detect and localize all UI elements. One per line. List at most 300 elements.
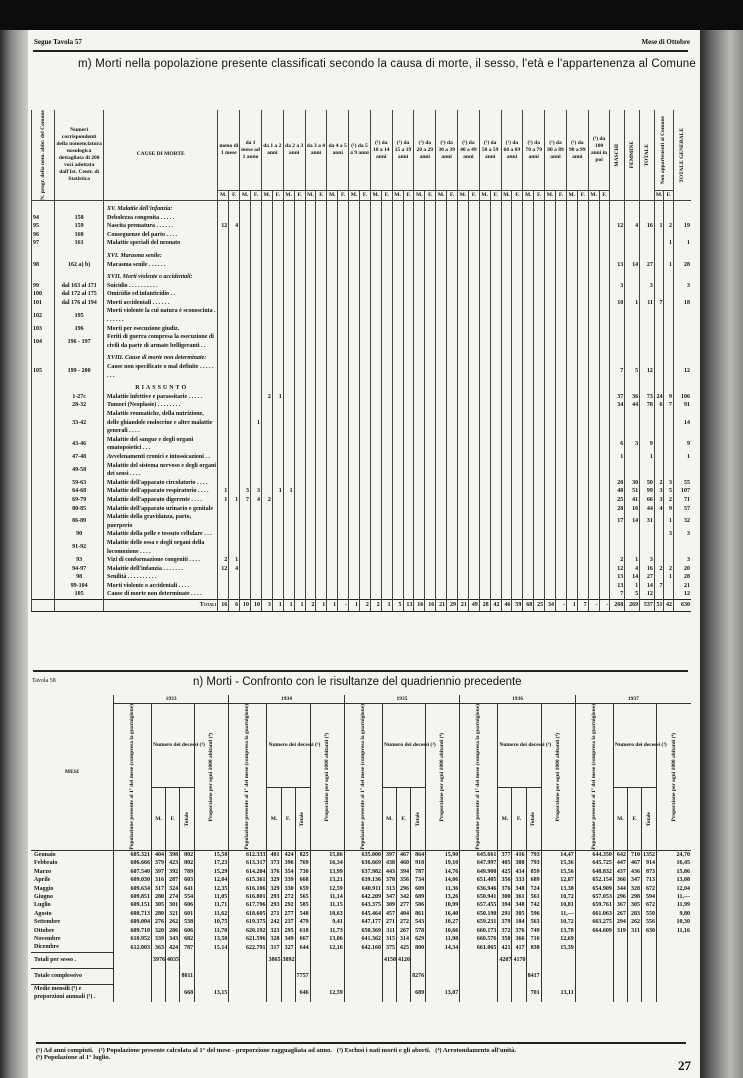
- age-cell: [479, 333, 490, 350]
- age-cell: [523, 453, 534, 462]
- row-number: [32, 496, 55, 505]
- age-cell: [457, 505, 468, 514]
- age-cell: [218, 248, 229, 261]
- age-cell: [588, 556, 599, 565]
- value-cell: 10,72: [541, 893, 575, 901]
- age-cell: [229, 582, 240, 591]
- footnote: (³) Esclusi i nati morti e gli aborti.: [336, 1047, 431, 1054]
- age-cell: [261, 350, 272, 363]
- value-cell: 328: [267, 935, 281, 943]
- age-cell: [218, 269, 229, 282]
- age-cell: [316, 513, 327, 530]
- m-header: M.: [267, 788, 281, 851]
- age-cell: 1: [229, 556, 240, 565]
- value-cell: 438: [382, 859, 396, 867]
- value-f: [625, 239, 640, 248]
- value-cell: 620.192: [229, 927, 267, 935]
- age-cell: [251, 380, 262, 393]
- age-cell: [599, 479, 610, 488]
- col-code-header: Numeri corrispondenti della nomenclatura nosologica dettagliata di 200 voci adottata dall'Ist. Centr. di Statistica: [55, 110, 104, 200]
- age-cell: [381, 200, 392, 213]
- age-cell: [425, 239, 436, 248]
- value-nm: 1: [654, 222, 664, 231]
- age-cell: [414, 299, 425, 308]
- age-cell: [251, 393, 262, 402]
- age-cell: [588, 333, 599, 350]
- age-cell: [218, 200, 229, 213]
- value-nf: 2: [664, 496, 674, 505]
- value-cell: 672: [641, 901, 656, 909]
- value-tg: 1: [673, 453, 691, 462]
- value-cell: [610, 248, 625, 261]
- age-cell: [283, 539, 294, 556]
- age-cell: [588, 214, 599, 223]
- age-cell: [545, 363, 556, 380]
- age-cell: [566, 350, 577, 363]
- age-cell: [555, 333, 566, 350]
- age-cell: [457, 282, 468, 291]
- age-cell: [479, 436, 490, 453]
- age-cell: [512, 363, 523, 380]
- age-cell: [425, 436, 436, 453]
- age-cell: [577, 231, 588, 240]
- value-cell: 734: [411, 876, 426, 884]
- row-number: [32, 410, 55, 436]
- section-row: [32, 200, 692, 213]
- age-cell: [599, 539, 610, 556]
- age-cell: [512, 231, 523, 240]
- age-cell: [272, 350, 283, 363]
- age-cell: [240, 200, 251, 213]
- empty-cell: [657, 952, 691, 968]
- age-cell: [490, 325, 501, 334]
- cause-label: Vizi di conformazione congeniti . . . .: [104, 556, 218, 565]
- row-number: [32, 582, 55, 591]
- age-cell: [283, 282, 294, 291]
- age-cell: [381, 487, 392, 496]
- value-cell: 11,05: [195, 893, 229, 901]
- value-cell: 11,36: [426, 885, 460, 893]
- age-cell: [229, 248, 240, 261]
- age-cell: [577, 479, 588, 488]
- age-cell: [240, 333, 251, 350]
- proportion-label: Proporzione per ogni 1000 abitanti (⁴): [439, 733, 446, 822]
- age-group-header: (¹) da 50 a 59 anni: [479, 110, 501, 191]
- value-cell: 859: [526, 868, 541, 876]
- age-cell: [305, 222, 316, 231]
- age-cell: [457, 239, 468, 248]
- value-cell: 660.576: [460, 935, 498, 943]
- age-cell: [381, 513, 392, 530]
- age-cell: 4: [229, 222, 240, 231]
- age-cell: [534, 248, 545, 261]
- totale-label: TOTALE: [643, 143, 650, 167]
- age-cell: [305, 307, 316, 324]
- empty-cell: [344, 968, 382, 984]
- age-cell: [272, 582, 283, 591]
- value-cell: 15,56: [541, 868, 575, 876]
- proportion-header: [310, 704, 344, 851]
- age-group-header: (¹) da 10 a 14 anni: [370, 110, 392, 191]
- age-cell: 1: [251, 410, 262, 436]
- age-cell: [392, 505, 403, 514]
- age-cell: [251, 539, 262, 556]
- value-cell: 321: [166, 910, 180, 918]
- age-cell: [316, 350, 327, 363]
- totale-label: Totale: [645, 811, 652, 827]
- cause-label: Nascita prematura . . . . . .: [104, 222, 218, 231]
- age-cell: [392, 410, 403, 436]
- value-tg: 20: [673, 565, 691, 574]
- value-cell: 333: [512, 876, 526, 884]
- age-cell: [316, 231, 327, 240]
- value-cell: 601: [180, 910, 195, 918]
- age-cell: [327, 556, 338, 565]
- age-cell: [338, 350, 349, 363]
- age-cell: [479, 222, 490, 231]
- value-nf: [664, 436, 674, 453]
- age-cell: [305, 393, 316, 402]
- age-cell: [359, 479, 370, 488]
- f-header: F.: [281, 788, 295, 851]
- age-cell: [272, 401, 283, 410]
- value-cell: 11,15: [310, 901, 344, 909]
- age-cell: [566, 410, 577, 436]
- age-cell: [479, 410, 490, 436]
- age-cell: [283, 453, 294, 462]
- value-cell: 309: [382, 901, 396, 909]
- age-cell: [392, 513, 403, 530]
- empty-cell: [281, 984, 295, 1001]
- sex-m-header: M.: [261, 191, 272, 201]
- age-cell: [414, 513, 425, 530]
- value-cell: 825: [295, 850, 310, 859]
- value-cell: 659: [295, 885, 310, 893]
- age-cell: [468, 239, 479, 248]
- age-cell: [534, 401, 545, 410]
- value-cell: 262: [627, 918, 641, 926]
- value-cell: 650.190: [460, 910, 498, 918]
- age-cell: [272, 239, 283, 248]
- value-nf: [664, 307, 674, 324]
- age-cell: [468, 261, 479, 270]
- age-cell: [305, 496, 316, 505]
- age-cell: [251, 582, 262, 591]
- age-cell: [349, 333, 360, 350]
- age-cell: [512, 333, 523, 350]
- numero-header: Numero dei decessi (³): [267, 704, 310, 788]
- age-cell: [403, 505, 414, 514]
- femmine-label: FEMMINE: [628, 141, 635, 169]
- age-cell: [294, 590, 305, 599]
- value-cell: 618: [295, 927, 310, 935]
- age-cell: [479, 479, 490, 488]
- value-cell: 645.725: [575, 859, 613, 867]
- empty-cell: [512, 984, 526, 1001]
- age-cell: [512, 487, 523, 496]
- age-cell: [457, 393, 468, 402]
- empty-cell: [166, 984, 180, 1001]
- age-cell: [316, 453, 327, 462]
- age-cell: [229, 282, 240, 291]
- age-cell: [523, 380, 534, 393]
- age-cell: [414, 333, 425, 350]
- value-cell: 354: [281, 868, 295, 876]
- age-cell: [436, 410, 447, 436]
- value-cell: 617.796: [229, 901, 267, 909]
- value-cell: 642: [613, 850, 627, 859]
- age-cell: [338, 436, 349, 453]
- age-cell: [588, 582, 599, 591]
- age-cell: [490, 363, 501, 380]
- value-tg: [673, 290, 691, 299]
- nomenclature-code: 159: [55, 222, 104, 231]
- value-cell: 1352: [643, 851, 656, 858]
- age-cell: [349, 307, 360, 324]
- age-cell: [370, 299, 381, 308]
- value-nm: [654, 325, 664, 334]
- value-nm: [654, 436, 664, 453]
- age-cell: 1: [294, 600, 305, 612]
- month-row: [31, 910, 691, 918]
- age-cell: [349, 410, 360, 436]
- age-cell: [577, 505, 588, 514]
- value-m: [610, 325, 625, 334]
- value-cell: 416: [512, 850, 526, 859]
- age-cell: [545, 479, 556, 488]
- age-cell: [457, 248, 468, 261]
- table-row: [32, 261, 692, 270]
- age-cell: [588, 496, 599, 505]
- age-cell: 10: [240, 600, 251, 612]
- age-cell: [457, 410, 468, 436]
- age-cell: [479, 573, 490, 582]
- age-cell: [599, 573, 610, 582]
- cause-label: Senilità . . . . . . . . . .: [104, 573, 218, 582]
- age-cell: [305, 248, 316, 261]
- age-group-header: da 1 a 2 anni: [261, 110, 283, 191]
- value-t: [640, 462, 655, 479]
- age-cell: [490, 410, 501, 436]
- age-cell: [447, 200, 458, 213]
- age-cell: [327, 582, 338, 591]
- table-row: [32, 401, 692, 410]
- age-cell: [305, 539, 316, 556]
- age-cell: [349, 539, 360, 556]
- age-cell: [545, 214, 556, 223]
- value-tg: 18: [673, 299, 691, 308]
- age-cell: [327, 282, 338, 291]
- age-cell: [479, 539, 490, 556]
- value-cell: 644: [295, 943, 310, 952]
- value-cell: [613, 935, 627, 943]
- value-cell: 405: [498, 859, 512, 867]
- value-cell: 861: [411, 910, 426, 918]
- age-cell: [501, 222, 512, 231]
- age-cell: [294, 505, 305, 514]
- empty-cell: [152, 984, 166, 1001]
- age-cell: [240, 363, 251, 380]
- value-cell: 242: [267, 918, 281, 926]
- age-cell: [370, 269, 381, 282]
- age-cell: [359, 410, 370, 436]
- age-cell: [305, 401, 316, 410]
- age-cell: [555, 290, 566, 299]
- value-f: 5: [625, 590, 640, 599]
- value-cell: 467: [627, 859, 641, 867]
- value-nm: [654, 539, 664, 556]
- nomenclature-code: 93: [55, 556, 104, 565]
- sex-f-header: F.: [294, 191, 305, 201]
- age-cell: [381, 436, 392, 453]
- age-cell: [261, 590, 272, 599]
- section-title: XVIII. Cause di morte non determinate:: [104, 350, 218, 363]
- table-row: [32, 582, 692, 591]
- age-cell: [327, 401, 338, 410]
- code-cell: [55, 380, 104, 393]
- cause-label: Morti accidentali . . . . . .: [104, 299, 218, 308]
- age-cell: [381, 393, 392, 402]
- value-t: 16: [640, 222, 655, 231]
- age-cell: [381, 496, 392, 505]
- age-cell: [403, 496, 414, 505]
- value-m: 13: [610, 582, 625, 591]
- totale-label: Totale: [299, 811, 306, 827]
- age-cell: [261, 214, 272, 223]
- value-cell: 749: [526, 927, 541, 935]
- total-overall: 8011: [180, 968, 195, 984]
- age-cell: 1: [272, 600, 283, 612]
- age-cell: [349, 436, 360, 453]
- age-cell: [566, 565, 577, 574]
- age-cell: [294, 582, 305, 591]
- age-cell: [349, 496, 360, 505]
- scan-right-edge: [700, 30, 743, 1078]
- value-cell: 13,78: [541, 927, 575, 935]
- age-cell: [545, 393, 556, 402]
- age-cell: [534, 325, 545, 334]
- age-cell: [577, 530, 588, 539]
- total-nm: 51: [654, 600, 664, 612]
- age-cell: [545, 231, 556, 240]
- cause-label: Cause di morte non determinate . . . .: [104, 590, 218, 599]
- age-cell: [392, 239, 403, 248]
- m-header: M.: [382, 788, 396, 851]
- year-header: 1933: [113, 695, 228, 704]
- age-cell: [316, 307, 327, 324]
- age-cell: [566, 239, 577, 248]
- age-cell: 6: [229, 600, 240, 612]
- nomenclature-code: 91-92: [55, 539, 104, 556]
- age-cell: [392, 307, 403, 324]
- age-cell: [349, 487, 360, 496]
- footnotes: [36, 1042, 686, 1061]
- age-cell: [294, 513, 305, 530]
- cause-label: Malattie dell'apparato digerente . . . .: [104, 496, 218, 505]
- age-cell: [414, 565, 425, 574]
- value-nf: 1: [664, 261, 674, 270]
- value-cell: 650.941: [460, 893, 498, 901]
- age-cell: [316, 590, 327, 599]
- age-cell: [523, 333, 534, 350]
- maschi-header: [610, 110, 625, 200]
- value-cell: 344: [613, 885, 627, 893]
- age-cell: [523, 401, 534, 410]
- age-cell: [479, 363, 490, 380]
- age-cell: [436, 231, 447, 240]
- age-cell: [468, 290, 479, 299]
- age-cell: [392, 487, 403, 496]
- value-cell: 742: [526, 901, 541, 909]
- monthly-average: [641, 984, 656, 1001]
- age-cell: [349, 556, 360, 565]
- value-nf: [664, 582, 674, 591]
- cause-label: Tumori (Neoplasie) . . . . . . . .: [104, 401, 218, 410]
- value-cell: 262: [166, 918, 180, 926]
- age-cell: [392, 380, 403, 393]
- age-cell: [425, 539, 436, 556]
- age-cell: [359, 214, 370, 223]
- value-cell: 15,86: [310, 850, 344, 859]
- cause-label: Avvelenamenti cronici e intossicazioni . .: [104, 453, 218, 462]
- nomenclature-code: 64-68: [55, 487, 104, 496]
- cause-label: Malattie dell'apparato urinario e genitale: [104, 505, 218, 514]
- age-cell: [370, 462, 381, 479]
- nomenclature-code: 160: [55, 231, 104, 240]
- row-number: 99: [32, 282, 55, 291]
- value-cell: 14,76: [426, 868, 460, 876]
- proportion-header: [657, 704, 691, 851]
- age-cell: [261, 200, 272, 213]
- month-label: Agosto: [34, 910, 52, 917]
- age-cell: [588, 261, 599, 270]
- total-f: 4126: [396, 952, 410, 968]
- age-cell: [534, 380, 545, 393]
- age-cell: [294, 282, 305, 291]
- nomenclature-code: 105: [55, 590, 104, 599]
- age-cell: [588, 282, 599, 291]
- age-cell: [425, 333, 436, 350]
- age-cell: 2: [261, 496, 272, 505]
- age-cell: [381, 539, 392, 556]
- value-cell: [575, 943, 613, 952]
- age-cell: [338, 269, 349, 282]
- age-cell: [338, 299, 349, 308]
- value-nm: [654, 556, 664, 565]
- age-cell: [381, 410, 392, 436]
- total-overall: 8276: [411, 968, 426, 984]
- total-m: 268: [610, 600, 625, 612]
- age-cell: [457, 299, 468, 308]
- age-cell: [251, 299, 262, 308]
- value-t: [640, 239, 655, 248]
- age-cell: [436, 590, 447, 599]
- age-cell: [381, 325, 392, 334]
- age-cell: [436, 565, 447, 574]
- age-cell: [240, 325, 251, 334]
- age-cell: [229, 299, 240, 308]
- value-f: 1: [625, 299, 640, 308]
- empty-cell: [498, 968, 512, 984]
- age-cell: [566, 269, 577, 282]
- age-cell: [305, 200, 316, 213]
- age-cell: [468, 363, 479, 380]
- age-cell: [392, 556, 403, 565]
- age-cell: [359, 290, 370, 299]
- value-cell: 629: [411, 935, 426, 943]
- age-cell: [599, 290, 610, 299]
- value-m: 6: [610, 436, 625, 453]
